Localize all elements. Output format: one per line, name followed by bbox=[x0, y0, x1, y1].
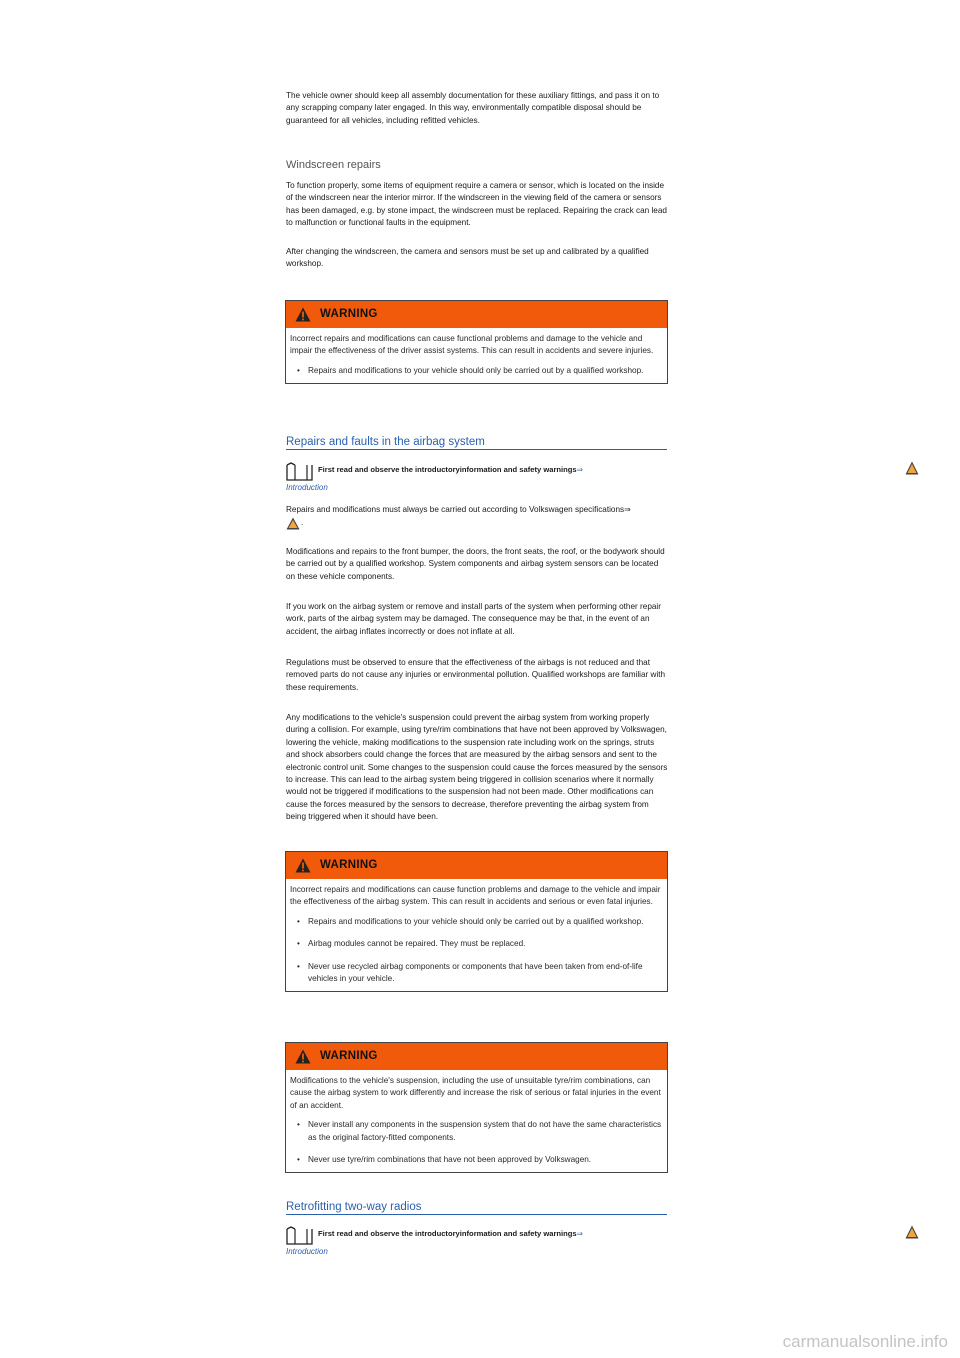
airbag-p5 bbox=[286, 712, 668, 824]
warning-triangle-icon bbox=[295, 858, 311, 873]
warning-item: • Never use tyre/rim combinations that have not been approved by Volkswagen. bbox=[290, 1154, 662, 1166]
warning-item: • Repairs and modifications to your vehicle should only be carried out by a qualified workshop. bbox=[290, 916, 662, 928]
windscreen-p1 bbox=[286, 180, 668, 230]
introduction-link[interactable]: Introduction bbox=[286, 1247, 328, 1256]
airbag-section-header bbox=[286, 436, 668, 450]
warning-item: • Never use recycled airbag components or components that have been taken from end-of-life vehicles in your vehicle. bbox=[290, 961, 662, 986]
airbag-p4 bbox=[286, 657, 668, 694]
airbag-p1-period: . bbox=[301, 518, 304, 528]
warning-item: • Airbag modules cannot be repaired. They must be replaced. bbox=[290, 938, 662, 950]
watermark: carmanualsonline.info bbox=[782, 1332, 948, 1351]
airbag-p1-main: Repairs and modifications must always be carried out according to Volkswagen specifications⇒ bbox=[286, 505, 631, 514]
airbag-p3 bbox=[286, 601, 668, 638]
airbag-p5-text: Any modifications to the vehicle's suspension could prevent the airbag system from working properly during a collision. For example, using tyre/rim combinations that have not been approved by Volkswagen, lowering the vehicle, making modifications to the suspension rate including work on the springs, struts and shock absorbers could change the forces that are measured by the airbag sensors and sent to the electronic control unit. Some changes to the suspension could cause the forces measured by the sensors to increase. This can lead to the airbag system being triggered in collision scenarios where it normally would not be triggered if modifications to the suspension had not been made. Other modifications can cause the forces measured by the sensors to decrease, therefore preventing the airbag system from being triggered when it should have been. bbox=[286, 713, 668, 822]
airbag-p3-text: If you work on the airbag system or remove and install parts of the system when performing other repair work, parts of the airbag system may be damaged. The consequence may be that, in the event of an accident, the airbag inflates incorrectly or does not inflate at all. bbox=[286, 602, 661, 636]
introduction-link[interactable]: Introduction bbox=[286, 483, 328, 492]
warning-header bbox=[286, 1043, 667, 1070]
read-first-label: First read and observe the introductoryinformation and safety warnings bbox=[318, 1229, 577, 1238]
airbag-section-title: Repairs and faults in the airbag system bbox=[286, 436, 667, 450]
warning-item: • Never install any components in the suspension system that do not have the same characteristics as the original factory-fitted components. bbox=[290, 1119, 662, 1144]
airbag-p2-text: Modifications and repairs to the front bumper, the doors, the front seats, the roof, or the bodywork should be carried out by a qualified workshop. System components and airbag system sensors can be located on these vehicle components. bbox=[286, 547, 665, 581]
warning-box-2 bbox=[285, 851, 668, 992]
warning-text: Modifications to the vehicle's suspension, including the use of unsuitable tyre/rim combinations, can cause the airbag system to work differently and increase the risk of serious or fatal injuries in the event of an accident. bbox=[290, 1076, 661, 1110]
warning-label: WARNING bbox=[320, 308, 378, 320]
airbag-p2 bbox=[286, 546, 668, 583]
fittings-paragraph bbox=[286, 90, 668, 127]
warning-triangle-icon bbox=[295, 1049, 311, 1064]
book-icon bbox=[286, 1226, 313, 1245]
warning-label: WARNING bbox=[320, 1050, 378, 1062]
windscreen-section bbox=[286, 159, 668, 171]
radios-section-header bbox=[286, 1201, 668, 1215]
arrow-glyph[interactable]: ⇒ bbox=[576, 465, 584, 474]
warning-header bbox=[286, 852, 667, 879]
read-first-label: First read and observe the introductoryinformation and safety warnings bbox=[318, 465, 577, 474]
warning-item: • Repairs and modifications to your vehicle should only be carried out by a qualified workshop. bbox=[290, 365, 662, 377]
read-first-text bbox=[318, 1229, 583, 1238]
fittings-text: The vehicle owner should keep all assembly documentation for these auxiliary fittings, and pass it on to any scrapping company later engaged. In this way, environmentally compatible disposal should be guaranteed for all vehicles, including refitted vehicles. bbox=[286, 91, 660, 125]
radios-section-title: Retrofitting two-way radios bbox=[286, 1201, 667, 1215]
windscreen-title: Windscreen repairs bbox=[286, 159, 381, 171]
windscreen-p2 bbox=[286, 246, 668, 271]
warning-triangle-icon bbox=[295, 307, 311, 322]
warning-triangle-icon[interactable] bbox=[905, 1225, 919, 1239]
warning-triangle-icon[interactable] bbox=[905, 461, 919, 475]
windscreen-p2-text: After changing the windscreen, the camera and sensors must be set up and calibrated by a qualified workshop. bbox=[286, 247, 649, 269]
windscreen-p1-text: To function properly, some items of equipment require a camera or sensor, which is located on the inside of the windscreen near the interior mirror. If the windscreen in the viewing field of the camera or sensors has been damaged, e.g. by stone impact, the windscreen must be replaced. Repairing the crack can lead to malfunction or functional faults in the equipment. bbox=[286, 181, 667, 228]
read-first-note bbox=[286, 462, 668, 484]
book-icon bbox=[286, 462, 313, 481]
warning-text: Incorrect repairs and modifications can cause function problems and damage to the vehicle and impair the effectiveness of the airbag system. This can result in accidents and serious or even fatal injuries. bbox=[290, 885, 661, 907]
warning-text: Incorrect repairs and modifications can cause functional problems and damage to the vehicle and impair the effectiveness of the driver assist systems. This can result in accidents and severe injuries. bbox=[290, 334, 654, 356]
read-first-text bbox=[318, 465, 583, 474]
arrow-glyph[interactable]: ⇒ bbox=[576, 1229, 584, 1238]
airbag-p4-text: Regulations must be observed to ensure that the effectiveness of the airbags is not reduced and that removed parts do not cause any injuries or environmental pollution. Qualified workshops are familiar with these requirements. bbox=[286, 658, 666, 692]
warning-triangle-icon[interactable] bbox=[286, 517, 300, 530]
airbag-p1 bbox=[286, 504, 668, 530]
warning-box-3 bbox=[285, 1042, 668, 1173]
airbag-p1-tail bbox=[286, 516, 668, 530]
warning-box-1 bbox=[285, 300, 668, 384]
read-first-note bbox=[286, 1226, 668, 1248]
warning-header bbox=[286, 301, 667, 328]
airbag-p1-text bbox=[286, 504, 668, 516]
warning-label: WARNING bbox=[320, 859, 378, 871]
